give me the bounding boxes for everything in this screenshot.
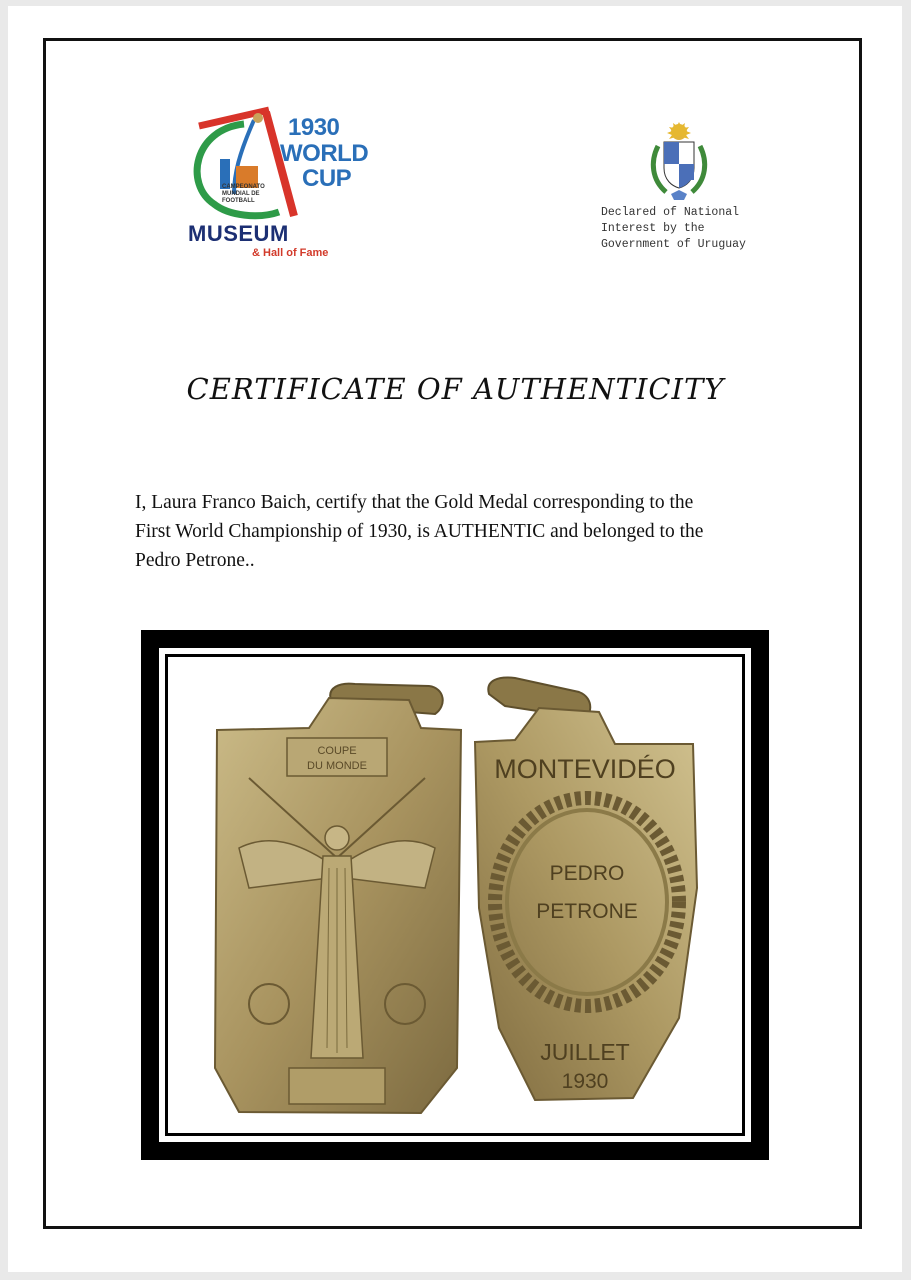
medal-front bbox=[215, 684, 461, 1113]
certification-statement bbox=[135, 488, 795, 575]
medal-photo-frame bbox=[141, 630, 769, 1160]
medal-back bbox=[475, 678, 697, 1100]
medal-photo bbox=[159, 648, 751, 1142]
logo-world: WORLD bbox=[280, 140, 369, 167]
back-name-last: PETRONE bbox=[536, 900, 638, 923]
logo-year: 1930 bbox=[288, 114, 340, 141]
declaration-line: Interest by the bbox=[601, 222, 705, 235]
logo-hall-of-fame: & Hall of Fame bbox=[252, 247, 329, 259]
logo-cup: CUP bbox=[302, 165, 352, 192]
statement-line: First World Championship of 1930, is AUTHENTIC and belonged to the bbox=[135, 521, 704, 542]
logo-museum: MUSEUM bbox=[188, 221, 289, 246]
declaration-line: Government of Uruguay bbox=[601, 238, 746, 251]
back-month-text: JUILLET bbox=[540, 1039, 630, 1065]
logo-mini-text: CAMPEONATO MUNDIAL DE FOOTBALL bbox=[222, 184, 265, 204]
declaration-text bbox=[601, 205, 801, 253]
back-city-text: MONTEVIDÉO bbox=[494, 754, 676, 784]
statement-line: I, Laura Franco Baich, certify that the Gold Medal corresponding to the bbox=[135, 492, 694, 513]
uruguay-coat-of-arms-icon bbox=[646, 122, 712, 204]
front-coupe-text: COUPE bbox=[317, 745, 357, 757]
certificate-title: CERTIFICATE OF AUTHENTICITY bbox=[186, 372, 725, 406]
front-du-monde-text: DU MONDE bbox=[307, 760, 367, 772]
declaration-line: Declared of National bbox=[601, 206, 740, 219]
back-year-text: 1930 bbox=[561, 1070, 609, 1093]
back-name-first: PEDRO bbox=[549, 862, 625, 885]
statement-line: Pedro Petrone.. bbox=[135, 550, 255, 571]
museum-logo bbox=[184, 104, 369, 264]
photo-mat bbox=[159, 648, 751, 1142]
